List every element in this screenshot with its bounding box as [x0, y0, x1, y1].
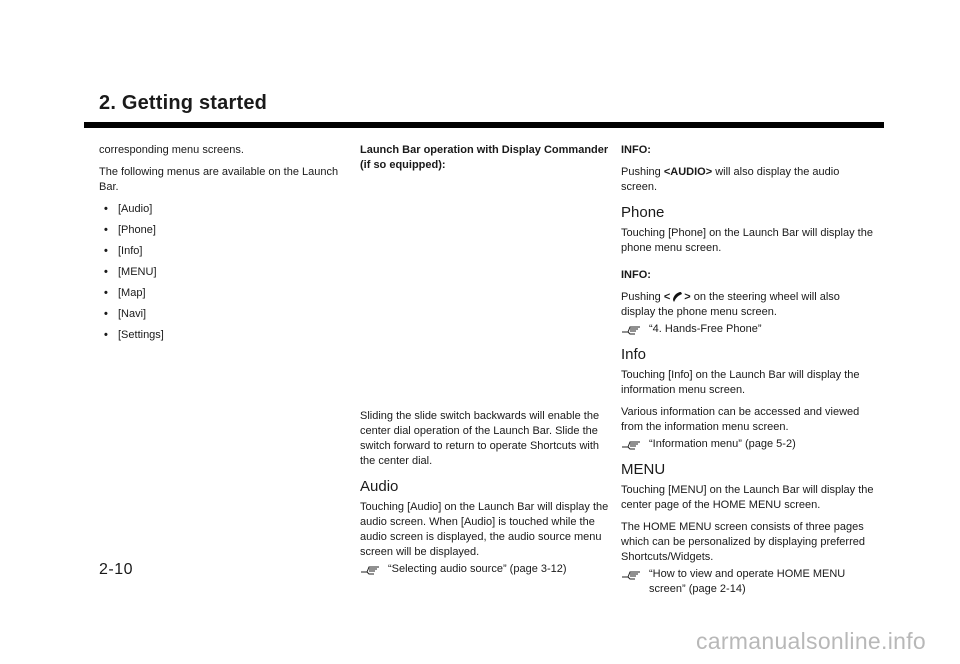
bullet-icon: •	[104, 224, 108, 236]
bullet-icon: •	[104, 266, 108, 278]
illustration-space	[360, 180, 616, 409]
audio-heading: Audio	[360, 478, 399, 495]
header-rule	[84, 122, 884, 128]
launch-bar-list	[99, 202, 355, 343]
bullet-icon: •	[104, 203, 108, 215]
list-item-label: [Settings]	[118, 329, 164, 341]
bullet-icon: •	[104, 245, 108, 257]
phone-reference-text: “4. Hands-Free Phone”	[649, 323, 762, 335]
reference-hand-icon	[360, 563, 382, 575]
list-item	[104, 223, 355, 238]
column-3	[621, 143, 877, 604]
available-menus-text: The following menus are available on the Launch Bar.	[99, 166, 339, 193]
info-label-2: INFO:	[621, 269, 651, 281]
display-commander-subheading: Launch Bar operation with Display Commander (if so equipped):	[360, 144, 609, 171]
column-2	[360, 143, 616, 584]
menu-text-2: The HOME MENU screen consists of three pages which can be personalized by displaying preferred Shortcuts/Widgets.	[621, 521, 865, 563]
audio-key: <AUDIO>	[663, 166, 713, 178]
list-item-label: [Map]	[118, 287, 146, 299]
audio-reference[interactable]	[360, 562, 616, 577]
list-item	[104, 307, 355, 322]
list-item	[104, 202, 355, 217]
phone-key: < >	[663, 291, 691, 303]
info-label-1: INFO:	[621, 144, 651, 156]
audio-key-rest: will also display the audio screen.	[621, 166, 840, 193]
watermark: carmanualsonline.info	[695, 628, 926, 654]
bullet-icon: •	[104, 287, 108, 299]
reference-hand-icon	[621, 568, 643, 580]
bullet-icon: •	[104, 308, 108, 320]
intro-text: corresponding menu screens.	[99, 144, 244, 156]
list-item	[104, 286, 355, 301]
audio-reference-text: “Selecting audio source” (page 3-12)	[388, 563, 567, 575]
reference-hand-icon	[621, 323, 643, 335]
reference-hand-icon	[621, 438, 643, 450]
menu-reference-text: “How to view and operate HOME MENU screen” (page 2-14)	[649, 568, 846, 595]
pushing-word: Pushing	[621, 291, 661, 303]
info-heading: Info	[621, 346, 647, 363]
bullet-icon: •	[104, 329, 108, 341]
list-item	[104, 265, 355, 280]
info-reference[interactable]	[621, 437, 877, 452]
list-item-label: [Navi]	[118, 308, 147, 320]
list-item-label: [Audio]	[118, 203, 153, 215]
menu-reference[interactable]	[621, 567, 877, 597]
slide-switch-text: Sliding the slide switch backwards will enable the center dial operation of the Launch Bar. Slide the switch forward to return to operate Shortcuts with the center dial.	[360, 410, 600, 467]
list-item-label: [Info]	[118, 245, 143, 257]
column-1	[99, 143, 355, 349]
list-item	[104, 244, 355, 259]
phone-icon	[670, 290, 684, 302]
info-reference-text: “Information menu” (page 5-2)	[649, 438, 796, 450]
audio-text: Touching [Audio] on the Launch Bar will display the audio screen. When [Audio] is touched while the audio screen is displayed, the audio source menu screen will be displayed.	[360, 501, 609, 558]
info-text: Touching [Info] on the Launch Bar will display the information menu screen.	[621, 369, 860, 396]
phone-key-text	[621, 290, 877, 320]
pushing-word: Pushing	[621, 166, 661, 178]
list-item-label: [Phone]	[118, 224, 156, 236]
page-number: 2-10	[99, 561, 134, 578]
menu-heading: MENU	[621, 461, 666, 478]
menu-text: Touching [MENU] on the Launch Bar will display the center page of the HOME MENU screen.	[621, 484, 874, 511]
phone-text: Touching [Phone] on the Launch Bar will display the phone menu screen.	[621, 227, 873, 254]
phone-key-rest: on the steering wheel will also display the phone menu screen.	[621, 291, 840, 318]
info-text-2: Various information can be accessed and viewed from the information menu screen.	[621, 406, 860, 433]
phone-heading: Phone	[621, 204, 665, 221]
phone-reference[interactable]	[621, 322, 877, 337]
list-item-label: [MENU]	[118, 266, 157, 278]
audio-key-text	[621, 165, 877, 195]
page-title: 2. Getting started	[99, 92, 268, 114]
list-item	[104, 328, 355, 343]
